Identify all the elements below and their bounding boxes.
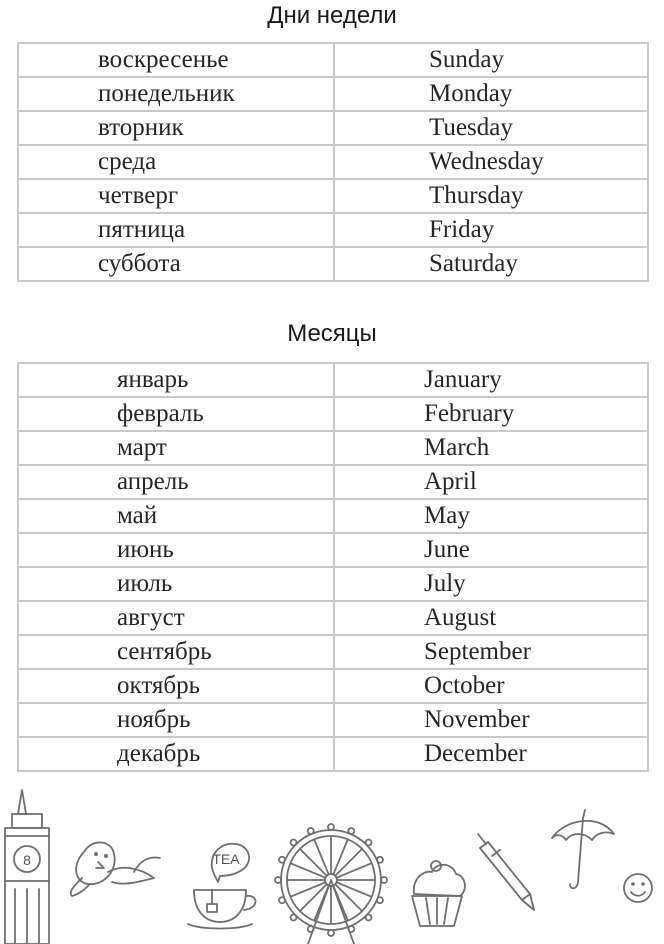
cupcake-icon xyxy=(412,861,465,926)
month-english-word: July xyxy=(334,567,648,601)
day-english-word: Thursday xyxy=(334,179,648,213)
days-table xyxy=(17,42,649,282)
days-heading: Дни недели xyxy=(267,2,397,29)
day-russian-word: пятница xyxy=(18,213,334,247)
day-english-word: Sunday xyxy=(334,43,648,77)
month-row xyxy=(18,363,648,397)
day-row xyxy=(18,247,648,281)
month-english-word: January xyxy=(334,363,648,397)
month-russian-word: сентябрь xyxy=(18,635,334,669)
month-english-word: October xyxy=(334,669,648,703)
decorative-doodles xyxy=(0,786,664,944)
day-russian-word: четверг xyxy=(18,179,334,213)
month-row xyxy=(18,397,648,431)
month-russian-word: октябрь xyxy=(18,669,334,703)
month-russian-word: март xyxy=(18,431,334,465)
month-row xyxy=(18,567,648,601)
day-row xyxy=(18,43,648,77)
month-row xyxy=(18,669,648,703)
month-row xyxy=(18,465,648,499)
day-row xyxy=(18,213,648,247)
month-russian-word: август xyxy=(18,601,334,635)
bird-icon xyxy=(71,842,160,896)
month-russian-word: декабрь xyxy=(18,737,334,771)
month-russian-word: февраль xyxy=(18,397,334,431)
month-english-word: December xyxy=(334,737,648,771)
month-english-word: June xyxy=(334,533,648,567)
month-english-word: February xyxy=(334,397,648,431)
clock-numeral: 8 xyxy=(23,852,31,868)
month-russian-word: июль xyxy=(18,567,334,601)
month-english-word: September xyxy=(334,635,648,669)
month-english-word: August xyxy=(334,601,648,635)
month-row xyxy=(18,499,648,533)
months-table xyxy=(17,362,649,772)
day-english-word: Wednesday xyxy=(334,145,648,179)
teacup-icon xyxy=(188,844,256,929)
month-row xyxy=(18,601,648,635)
months-heading: Месяцы xyxy=(287,320,377,347)
day-english-word: Saturday xyxy=(334,247,648,281)
month-english-word: March xyxy=(334,431,648,465)
umbrella-icon xyxy=(552,810,614,888)
ferris-wheel-icon xyxy=(275,824,387,944)
day-russian-word: среда xyxy=(18,145,334,179)
month-row xyxy=(18,703,648,737)
month-row xyxy=(18,635,648,669)
month-english-word: May xyxy=(334,499,648,533)
day-english-word: Friday xyxy=(334,213,648,247)
smiley-icon xyxy=(624,874,652,902)
month-russian-word: апрель xyxy=(18,465,334,499)
tea-label: TEA xyxy=(212,851,240,867)
big-ben-icon xyxy=(5,790,49,944)
day-russian-word: воскресенье xyxy=(18,43,334,77)
day-russian-word: понедельник xyxy=(18,77,334,111)
day-row xyxy=(18,145,648,179)
day-row xyxy=(18,179,648,213)
day-russian-word: вторник xyxy=(18,111,334,145)
day-english-word: Tuesday xyxy=(334,111,648,145)
month-english-word: November xyxy=(334,703,648,737)
month-russian-word: июнь xyxy=(18,533,334,567)
month-row xyxy=(18,431,648,465)
month-russian-word: январь xyxy=(18,363,334,397)
month-row xyxy=(18,533,648,567)
day-row xyxy=(18,77,648,111)
day-russian-word: суббота xyxy=(18,247,334,281)
day-row xyxy=(18,111,648,145)
month-russian-word: май xyxy=(18,499,334,533)
pen-icon xyxy=(478,834,534,910)
month-russian-word: ноябрь xyxy=(18,703,334,737)
month-english-word: April xyxy=(334,465,648,499)
day-english-word: Monday xyxy=(334,77,648,111)
month-row xyxy=(18,737,648,771)
